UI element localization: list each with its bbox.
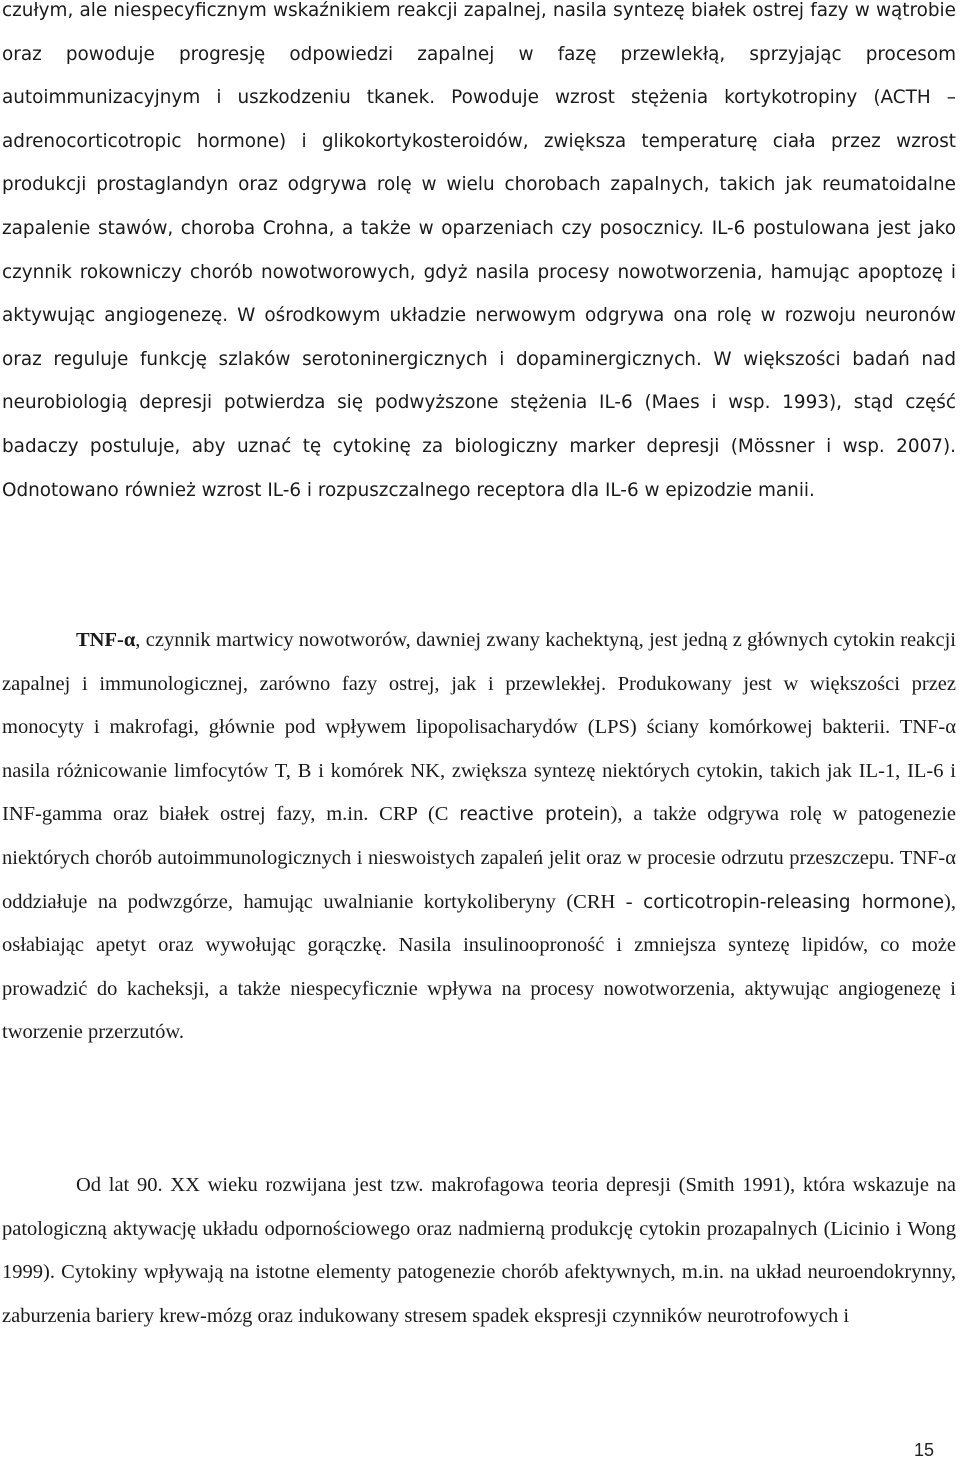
paragraph-il6-part-c: ) i glikokortykosteroidów, zwiększa temperaturę ciała przez wzrost produkcji prostaglandyn oraz odgrywa rolę w wielu chorobach zapalnych, takich jak reumatoidalne zapalenie stawów, choroba Crohna, a także w oparzeniach czy posocznicy. xyxy=(2,130,956,239)
paragraph-il6 xyxy=(2,0,956,512)
paragraph-il6-part-a: czułym, ale niespecyficznym wskaźnikiem reakcji zapalnej, nasila syntezę białek ostrej fazy w wątrobie oraz powoduje progresję odpowiedzi zapalnej w fazę przewlekłą, sprzyjając procesom autoimmunizacyjnym i uszkodzeniu tkanek. Powoduje wzrost stężenia kortykotropiny (ACTH xyxy=(2,0,956,109)
page-number: 15 xyxy=(913,1440,934,1460)
paragraph-tnf-alpha xyxy=(2,619,956,1055)
paragraph-tnf-part-e: ), osłabiając apetyt oraz wywołując gorączkę. Nasila insulinooproność i zmniejsza syntezę lipidów, co może prowadzić do kacheksji, a także niespecyficznie wpływa na procesy nowotworzenia, aktywując angiogenezę i tworzenie przerzutów. xyxy=(2,890,956,1044)
paragraph-tnf-part-a: , czynnik martwicy nowotworów, dawniej zwany kachektyną, jest jedną z głównych cytokin reakcji zapalnej i immunologicznej, zarówno fazy ostrej, jak i przewlekłej. Produkowany jest w większości przez monocyty i makrofagi, głównie pod wpływem lipopolisacharydów (LPS) ściany komórkowej bakterii. TNF-α nasila różnicowanie limfocytów T, B i komórek NK, zwiększa syntezę niektórych cytokin, takich jak IL-1, IL-6 i INF-gamma oraz białek ostrej fazy, m.in. CRP (C xyxy=(2,629,956,826)
paragraph-il6-part-b: – adrenocorticotropic hormone xyxy=(2,87,956,152)
paragraph-tnf-part-d: corticotropin-releasing hormone xyxy=(643,891,945,913)
paragraph-il6-part-d: IL-6 postulowana jest jako czynnik rokowniczy chorób nowotworowych, gdyż nasila procesy nowotworzenia, hamując apoptozę i aktywując angiogenezę. W ośrodkowym układzie nerwowym odgrywa ona rolę w rozwoju neuronów oraz reguluje funkcję szlaków serotoninergicznych i dopaminergicznych. W większości badań nad neurobiologią depresji potwierdza się podwyższone stężenia IL-6 (Maes i wsp. 1993), stąd część badaczy postuluje, aby uznać tę cytokinę za biologiczny marker depresji (Mössner i wsp. 2007). Odnotowano również wzrost IL-6 i rozpuszczalnego receptora dla IL-6 w epizodzie manii. xyxy=(2,217,956,501)
paragraph-tnf-part-c: ), a także odgrywa rolę w patogenezie niektórych chorób autoimmunologicznych i nieswoistych zapaleń jelit oraz w procesie odrzutu przeszczepu. TNF-α oddziałuje na podwzgórze, hamując uwalnianie kortykoliberyny (CRH - xyxy=(2,803,956,913)
paragraph-macrophage-theory xyxy=(2,1164,956,1338)
paragraph-macrophage-text: Od lat 90. XX wieku rozwijana jest tzw. makrofagowa teoria depresji (Smith 1991), która wskazuje na patologiczną aktywację układu odpornościowego oraz nadmierną produkcję cytokin prozapalnych (Licinio i Wong 1999). Cytokiny wpływają na istotne elementy patogenezie chorób afektywnych, m.in. na układ neuroendokrynny, zaburzenia bariery krew-mózg oraz indukowany stresem spadek ekspresji czynników neurotrofowych i xyxy=(2,1174,956,1327)
paragraph-tnf-part-b: reactive protein xyxy=(459,804,611,826)
tnf-alpha-heading: TNF-α xyxy=(76,629,136,651)
